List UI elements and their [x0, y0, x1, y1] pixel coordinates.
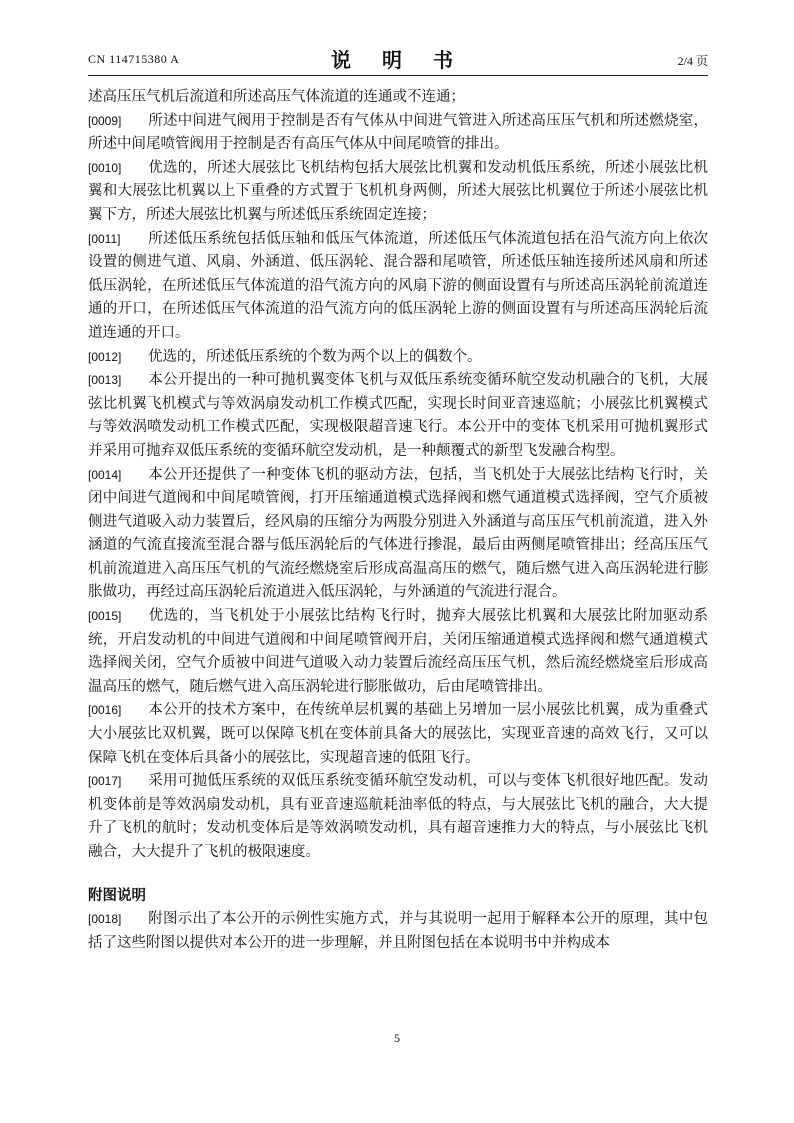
paragraph — [88, 908, 708, 955]
paragraph — [88, 228, 708, 346]
paragraph — [88, 157, 708, 228]
paragraph-text: 优选的，当飞机处于小展弦比结构飞行时，抛弃大展弦比机翼和大展弦比附加驱动系统，开启发动机的中间进气道阀和中间尾喷管阀开启，关闭压缩通道模式选择阀和燃气通道模式选择阀关闭，空气介质被中间进气道吸入动力装置后流经高压压气机，然后流经燃烧室后形成高温高压的燃气，随后燃气进入高压涡轮进行膨胀做功，后由尾喷管排出。 — [88, 608, 708, 695]
paragraph — [88, 346, 708, 370]
page-number: 5 — [394, 1031, 400, 1045]
document-body — [88, 86, 708, 955]
paragraph-text: 本公开提出的一种可抛机翼变体飞机与双低压系统变循环航空发动机融合的飞机，大展弦比机翼飞机模式与等效涡扇发动机工作模式匹配，实现长时间亚音速巡航；小展弦比机翼模式与等效涡喷发动机工作模式匹配，实现极限超音速飞行。本公开中的变体飞机采用可抛机翼形式并采用可抛弃双低压系统的变循环航空发动机，是一种颠覆式的新型飞发融合构型。 — [88, 372, 708, 459]
section-heading: 附图说明 — [88, 887, 146, 904]
paragraph-text: 采用可抛低压系统的双低压系统变循环航空发动机，可以与变体飞机很好地匹配。发动机变体前是等效涡扇发动机，具有亚音速巡航耗油率低的特点，与大展弦比飞机的融合，大大提升了飞机的航时；发动机变体后是等效涡喷发动机，具有超音速推力大的特点，与小展弦比飞机融合，大大提升了飞机的极限速度。 — [88, 773, 708, 860]
paragraph — [88, 770, 708, 864]
paragraph-text: 所述低压系统包括低压轴和低压气体流道，所述低压气体流道包括在沿气流方向上依次设置的侧进气道、风扇、外涵道、低压涡轮、混合器和尾喷管，所述低压轴连接所述风扇和所述低压涡轮，在所述低压气体流道的沿气流方向的风扇下游的侧面设置有与所述高压涡轮前流道连通的开口，在所述低压气体流道的沿气流方向的低压涡轮上游的侧面设置有与所述高压涡轮后流道连通的开口。 — [88, 230, 708, 341]
publication-number: CN 114715380 A — [88, 52, 180, 66]
paragraph-number: [0015] — [88, 609, 122, 624]
paragraph-number: [0012] — [88, 349, 122, 364]
paragraph-number: [0016] — [88, 703, 122, 718]
continuation-text: 述高压压气机后流道和所述高压气体流道的连通或不连通； — [88, 89, 465, 105]
paragraph-number: [0009] — [88, 113, 122, 128]
document-title: 说 明 书 — [331, 48, 465, 72]
paragraph — [88, 464, 708, 606]
paragraph-text: 本公开的技术方案中，在传统单层机翼的基础上另增加一层小展弦比机翼，成为重叠式大小展弦比双机翼，既可以保障飞机在变体前具备大的展弦比，实现亚音速的高效飞行，又可以保障飞机在变体后具备小的展弦比，实现超音速的低阻飞行。 — [88, 702, 708, 766]
paragraph-text: 优选的，所述大展弦比飞机结构包括大展弦比机翼和发动机低压系统，所述小展弦比机翼和大展弦比机翼以上下重叠的方式置于飞机机身两侧，所述大展弦比机翼位于所述小展弦比机翼下方，所述大展弦比机翼与所述低压系统固定连接； — [88, 159, 708, 223]
paragraph — [88, 699, 708, 770]
page-header — [88, 44, 708, 74]
paragraph-number: [0018] — [88, 912, 122, 927]
paragraph-text: 优选的，所述低压系统的个数为两个以上的偶数个。 — [148, 348, 482, 365]
header-divider — [88, 75, 708, 76]
paragraph — [88, 605, 708, 699]
paragraph — [88, 110, 708, 157]
page-indicator: 2/4 页 — [677, 54, 708, 68]
paragraph-number: [0014] — [88, 467, 122, 482]
paragraph-number: [0010] — [88, 160, 122, 175]
paragraph-number: [0013] — [88, 373, 122, 388]
paragraph-text: 所述中间进气阀用于控制是否有气体从中间进气管进入所述高压压气机和所述燃烧室，所述中间尾喷管阀用于控制是否有高压气体从中间尾喷管的排出。 — [88, 112, 708, 153]
paragraph-text: 本公开还提供了一种变体飞机的驱动方法，包括，当飞机处于大展弦比结构飞行时，关闭中间进气道阀和中间尾喷管阀，打开压缩通道模式选择阀和燃气通道模式选择阀，空气介质被侧进气道吸入动力装置后，经风扇的压缩分为两股分别进入外涵道与高压压气机前流道，进入外涵道的气流直接流至混合器与低压涡轮后的气体进行掺混，最后由两侧尾喷管排出；经高压压气机前流道进入高压压气机的气流经燃烧室后形成高温高压的燃气，随后燃气进入高压涡轮进行膨胀做功，再经过高压涡轮后流道进入低压涡轮，与外涵道的气流进行混合。 — [88, 466, 708, 601]
paragraph — [88, 369, 708, 463]
paragraph-number: [0011] — [88, 231, 121, 246]
paragraph-text: 附图示出了本公开的示例性实施方式，并与其说明一起用于解释本公开的原理，其中包括了这些附图以提供对本公开的进一步理解，并且附图包括在本说明书中并构成本 — [88, 911, 708, 951]
paragraph-number: [0017] — [88, 774, 122, 789]
